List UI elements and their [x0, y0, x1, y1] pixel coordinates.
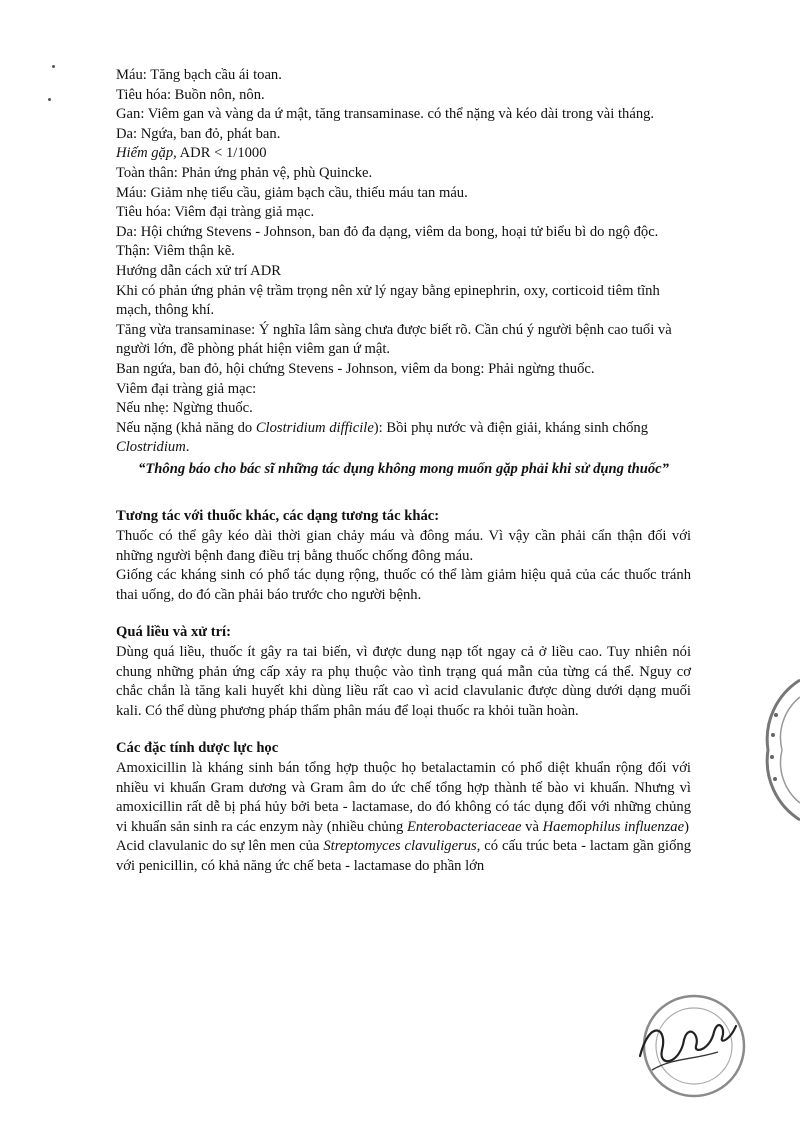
rare-line: Da: Hội chứng Stevens - Johnson, ban đỏ đa dạng, viêm da bong, hoại tử biểu bì do ngộ độc.	[116, 223, 659, 240]
rare-label: Hiếm gặp	[116, 145, 174, 162]
pd-text: và	[521, 818, 543, 835]
guide-line: Tăng vừa transaminase: Ý nghĩa lâm sàng chưa được biết rõ. Cần chú ý người bệnh cao tuổi và người lớn, đề phòng phát hiện viêm gan ứ mật.	[116, 321, 672, 358]
interactions-heading: Tương tác với thuốc khác, các dạng tương tác khác:	[116, 508, 440, 525]
adr-line: Gan: Viêm gan và vàng da ứ mật, tăng transaminase. có thể nặng và kéo dài trong vài tháng.	[116, 106, 655, 123]
adr-line: Tiêu hóa: Buồn nôn, nôn.	[116, 86, 265, 103]
interactions-paragraph: Thuốc có thể gây kéo dài thời gian chảy máu và đông máu. Vì vậy cần phải cẩn thận đối với những người bệnh đang điều trị bằng thuốc chống đông máu.	[116, 528, 691, 564]
organism-name: Streptomyces clavuligerus	[323, 838, 477, 855]
signature-seal-icon	[622, 988, 752, 1098]
rare-rest: , ADR < 1/1000	[173, 145, 267, 162]
rare-line: Toàn thân: Phản ứng phản vệ, phù Quincke.	[116, 164, 373, 181]
organism-name: Enterobacteriaceae	[406, 818, 522, 835]
organism-name: Clostridium	[116, 439, 186, 456]
guide-line: Ban ngứa, ban đỏ, hội chứng Stevens - Johnson, viêm da bong: Phải ngừng thuốc.	[116, 360, 595, 377]
severe-middle: ): Bồi phụ nước và điện giải, kháng sinh chống	[373, 419, 649, 436]
organism-name: Clostridium difficile	[255, 419, 374, 436]
scan-speck	[48, 98, 51, 101]
pd-text: )	[684, 818, 689, 835]
pd-text: Acid clavulanic do sự lên men của	[116, 838, 324, 855]
rare-line: Thận: Viêm thận kẽ.	[116, 243, 235, 260]
document-page	[116, 66, 691, 877]
doctor-notice: “Thông báo cho bác sĩ những tác dụng không mong muốn gặp phải khi sử dụng thuốc”	[138, 460, 669, 477]
scan-speck	[52, 65, 55, 68]
overdose-heading: Quá liều và xử trí:	[116, 624, 231, 641]
interactions-paragraph: Giống các kháng sinh có phổ tác dụng rộng, thuốc có thể làm giảm hiệu quả của các thuốc tránh thai uống, do đó cần phải báo trước cho người bệnh.	[116, 567, 691, 603]
company-seal-icon	[760, 675, 800, 825]
organism-name: Haemophilus influenzae	[542, 818, 685, 835]
pharmacodynamics-paragraph	[116, 837, 691, 876]
adr-line: Máu: Tăng bạch cầu ái toan.	[116, 67, 282, 83]
rare-heading	[116, 144, 691, 164]
severe-line	[116, 419, 691, 458]
adr-line: Da: Ngứa, ban đỏ, phát ban.	[116, 125, 281, 142]
pharmacodynamics-heading: Các đặc tính dược lực học	[116, 740, 279, 757]
severe-end: .	[185, 439, 190, 456]
guide-line: Nếu nhẹ: Ngừng thuốc.	[116, 400, 253, 417]
rare-line: Máu: Giảm nhẹ tiểu cầu, giảm bạch cầu, thiếu máu tan máu.	[116, 184, 468, 201]
guide-line: Khi có phản ứng phản vệ trầm trọng nên xử lý ngay bằng epinephrin, oxy, corticoid tiêm tĩnh mạch, thông khí.	[116, 282, 660, 319]
rare-line: Tiêu hóa: Viêm đại tràng giả mạc.	[116, 204, 315, 221]
adr-guide-title: Hướng dẫn cách xử trí ADR	[116, 262, 281, 279]
overdose-paragraph: Dùng quá liều, thuốc ít gây ra tai biến, vì được dung nạp tốt ngay cả ở liều cao. Tuy nhiên nói chung những phản ứng cấp xảy ra phụ thuộc vào tình trạng quá mẫn của từng cá thể. Nguy cơ chắc chắn là tăng kali huyết khi dùng liều rất cao vì acid clavulanic được dùng dưới dạng muối kali. Có thể dùng phương pháp thẩm phân máu để loại thuốc ra khỏi tuần hoàn.	[116, 644, 691, 719]
pd-text: , có cấu trúc beta - lactam gần giống với penicillin, có khả năng ức chế beta - lactamase do phần lớn	[116, 838, 691, 874]
severe-prefix: Nếu nặng (khả năng do	[116, 419, 256, 436]
pd-text: Amoxicillin là kháng sinh bán tổng hợp thuộc họ betalactamin có phổ diệt khuẩn rộng đối với nhiều vi khuẩn Gram dương và Gram âm do ức chế tổng hợp thành tế bào vi khuẩn. Nhưng vì amoxicillin rất dễ bị phá hủy bởi beta - lactamase, do đó không có tác dụng đối với những chủng vi khuẩn sản sinh ra các enzym này (nhiều chủng	[116, 760, 691, 835]
pharmacodynamics-paragraph	[116, 759, 691, 837]
guide-line: Viêm đại tràng giả mạc:	[116, 380, 257, 397]
